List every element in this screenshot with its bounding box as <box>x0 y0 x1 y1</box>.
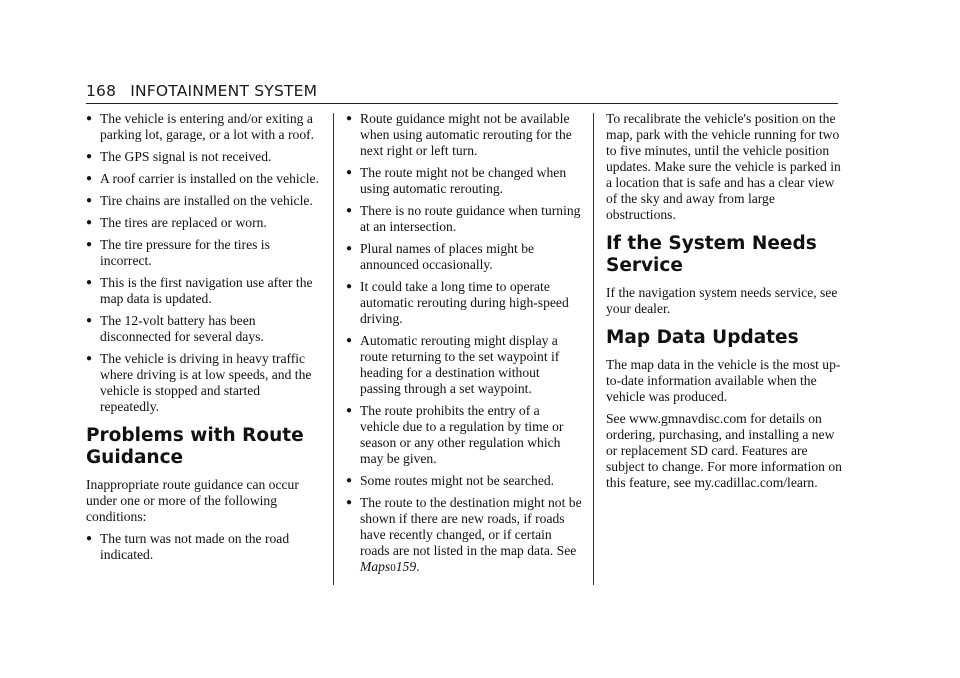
bullet-icon: ● <box>346 281 353 292</box>
list-item: ● A roof carrier is installed on the vehicle. <box>86 171 319 186</box>
list-item: ● The tire pressure for the tires is incorrect. <box>86 237 270 268</box>
bullet-icon: ● <box>86 217 93 228</box>
list-item: ● This is the first navigation use after the map data is updated. <box>86 275 313 306</box>
list-item: ● The route might not be changed when using automatic rerouting. <box>346 165 567 196</box>
section-heading: Problems with Route Guidance <box>86 425 304 468</box>
bullet-icon: ● <box>346 335 353 346</box>
list-item: ● The route to the destination might not be shown if there are new roads, if roads have recently changed, or if certain roads are not listed in the map data. See Maps0159. <box>346 495 582 574</box>
column-divider <box>593 113 594 585</box>
bullet-icon: ● <box>86 315 93 326</box>
bullet-icon: ● <box>346 113 353 124</box>
list-item: ● The route prohibits the entry of a vehicle due to a regulation by time or season or any other regulation which may be given. <box>346 403 564 466</box>
column-3 <box>606 111 842 497</box>
list-item: ● Some routes might not be searched. <box>346 473 555 488</box>
guidance-list-continued <box>346 111 582 576</box>
list-item: ● It could take a long time to operate automatic rerouting during high-speed driving. <box>346 279 569 326</box>
bullet-icon: ● <box>86 533 93 544</box>
paragraph: To recalibrate the vehicle's position on the map, park with the vehicle running for two to five minutes, until the vehicle position updates. Make sure the vehicle is parked in a location that is safe and has a clear view of the sky and away from large obstructions. <box>606 111 841 222</box>
list-item: ● The vehicle is entering and/or exiting a parking lot, garage, or a lot with a roof. <box>86 111 315 142</box>
paragraph: If the navigation system needs service, see your dealer. <box>606 285 838 316</box>
column-1 <box>86 111 322 569</box>
bullet-icon: ● <box>346 405 353 416</box>
paragraph: The map data in the vehicle is the most up-to-date information available when the vehicle was produced. <box>606 357 841 404</box>
section-heading: If the System Needs Service <box>606 233 817 276</box>
section-heading: Map Data Updates <box>606 327 799 348</box>
bullet-icon: ● <box>346 205 353 216</box>
bullet-icon: ● <box>86 239 93 250</box>
bullet-icon: ● <box>346 167 353 178</box>
bullet-icon: ● <box>346 497 353 508</box>
maps-link[interactable]: Maps <box>360 559 391 574</box>
list-item: ● The tires are replaced or worn. <box>86 215 267 230</box>
list-item: ● Tire chains are installed on the vehicle. <box>86 193 313 208</box>
bullet-icon: ● <box>86 151 93 162</box>
bullet-icon: ● <box>86 277 93 288</box>
page-number: 168 <box>86 82 117 100</box>
list-item: ● The vehicle is driving in heavy traffic where driving is at low speeds, and the vehicle is stopped and started repeatedly. <box>86 351 312 414</box>
conditions-list <box>86 111 322 415</box>
list-item: ● The 12-volt battery has been disconnected for several days. <box>86 313 264 344</box>
list-item: ● Route guidance might not be available when using automatic rerouting for the next right or left turn. <box>346 111 572 158</box>
page-ref-arrow-icon: 0 <box>390 562 396 574</box>
guidance-list <box>86 531 322 563</box>
bullet-icon: ● <box>86 113 93 124</box>
header-rule <box>86 103 838 104</box>
list-item: ● Plural names of places might be announced occasionally. <box>346 241 535 272</box>
bullet-icon: ● <box>346 243 353 254</box>
list-item: ● There is no route guidance when turning at an intersection. <box>346 203 581 234</box>
bullet-icon: ● <box>86 173 93 184</box>
column-2 <box>346 111 582 582</box>
list-item: ● Automatic rerouting might display a route returning to the set waypoint if heading for a destination without passing through a set waypoint. <box>346 333 560 396</box>
paragraph: See www.gmnavdisc.com for details on ordering, purchasing, and installing a new or replacement SD card. Features are subject to change. For more information on this feature, see my.cadillac.com/learn. <box>606 411 842 490</box>
maps-page-ref[interactable]: 159 <box>395 559 417 574</box>
list-item: ● The turn was not made on the road indicated. <box>86 531 290 562</box>
page-header <box>86 82 317 100</box>
bullet-icon: ● <box>346 475 353 486</box>
column-divider <box>333 113 334 585</box>
section-title: INFOTAINMENT SYSTEM <box>130 82 318 100</box>
bullet-icon: ● <box>86 195 93 206</box>
list-item: ● The GPS signal is not received. <box>86 149 272 164</box>
bullet-icon: ● <box>86 353 93 364</box>
paragraph: Inappropriate route guidance can occur under one or more of the following conditions: <box>86 477 299 524</box>
